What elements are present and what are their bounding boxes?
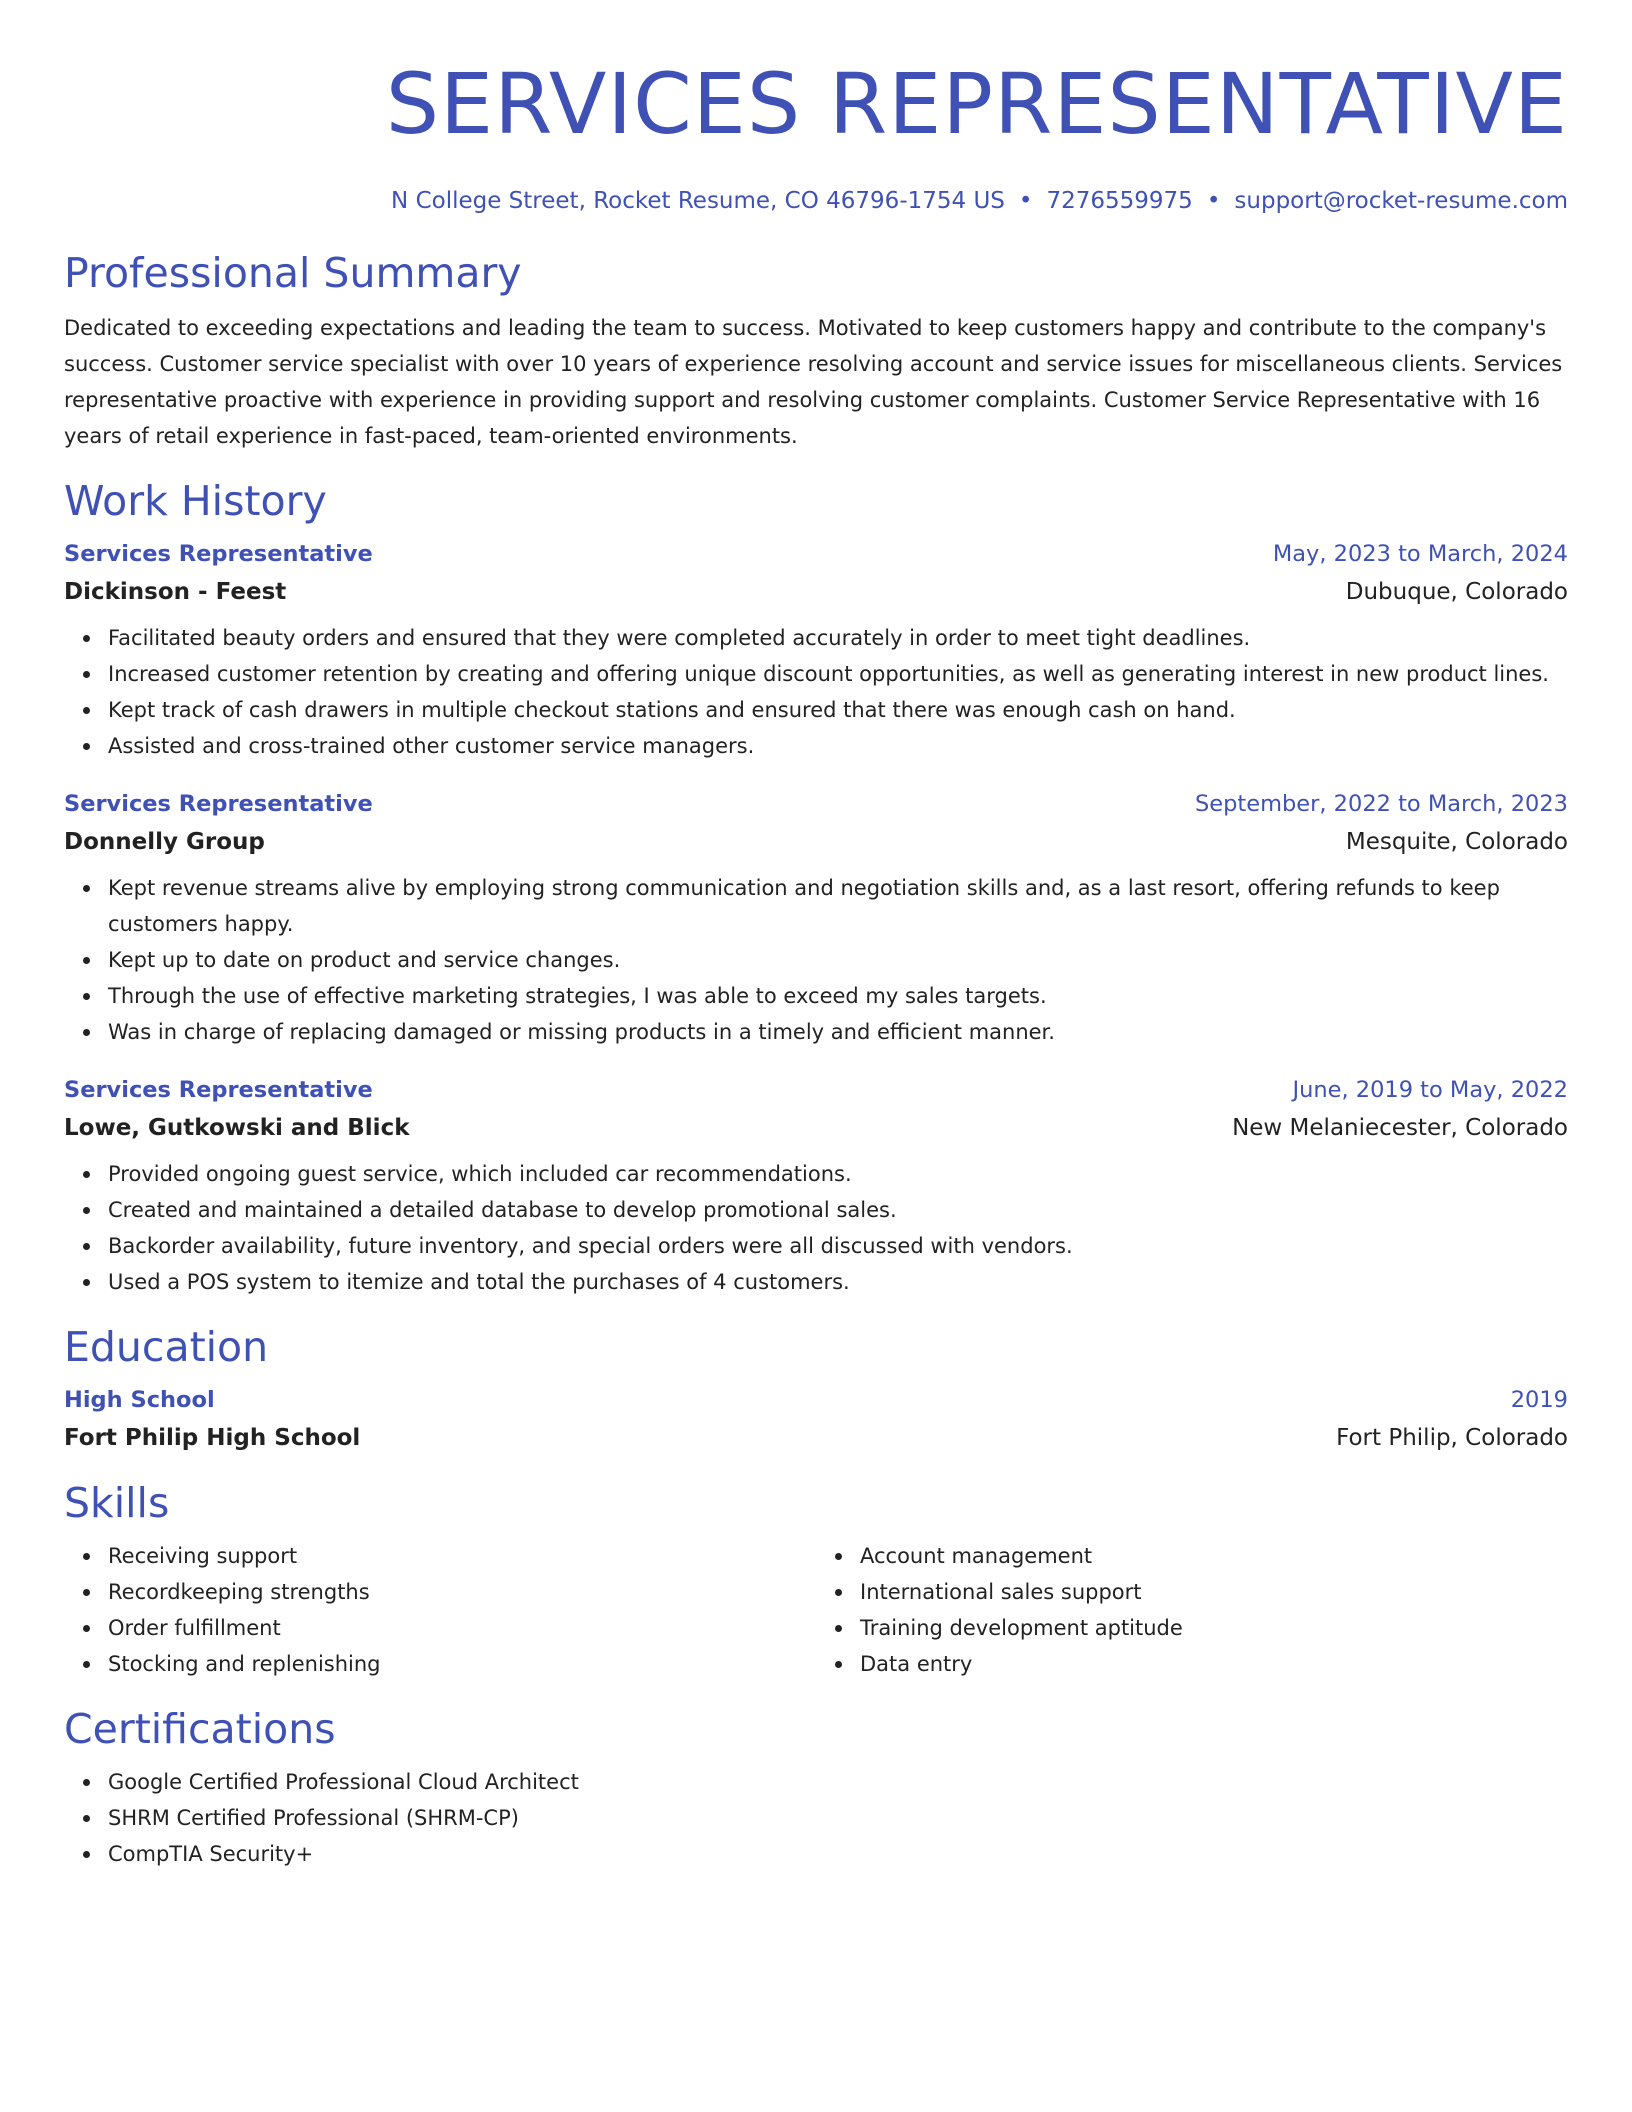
duty-item: Kept revenue streams alive by employing strong communication and negotiation skills and, as a last resort, offering refunds to keep customers happy.: [108, 870, 1568, 942]
job-dates: May, 2023 to March, 2024: [1272, 541, 1568, 567]
skill-item: Receiving support: [108, 1538, 816, 1574]
job-title: Services Representative: [64, 791, 373, 817]
job-duties: [64, 620, 1568, 764]
job-location: New Melaniecester, Colorado: [1232, 1115, 1568, 1141]
duty-item: Through the use of effective marketing strategies, I was able to exceed my sales targets.: [108, 978, 1568, 1014]
job-company: Dickinson - Feest: [64, 579, 287, 605]
duty-item: Used a POS system to itemize and total the purchases of 4 customers.: [108, 1264, 1568, 1300]
skill-item: Order fulfillment: [108, 1610, 816, 1646]
contact-email[interactable]: support@rocket-resume.com: [1234, 188, 1568, 214]
duty-item: Provided ongoing guest service, which included car recommendations.: [108, 1156, 1568, 1192]
education-entry: [64, 1382, 1568, 1456]
education-year: 2019: [1510, 1387, 1568, 1413]
job-duties: [64, 1156, 1568, 1300]
resume-title: SERVICES REPRESENTATIVE: [385, 55, 1568, 153]
duty-item: Was in charge of replacing damaged or missing products in a timely and efficient manner.: [108, 1014, 1568, 1050]
contact-separator: •: [1018, 188, 1033, 214]
job-entry: [64, 536, 1568, 764]
contact-phone: 7276559975: [1046, 188, 1193, 214]
job-location: Mesquite, Colorado: [1345, 829, 1568, 855]
summary-heading: Professional Summary: [64, 249, 522, 297]
skill-item: Account management: [860, 1538, 1568, 1574]
contact-separator: •: [1206, 188, 1221, 214]
skill-item: International sales support: [860, 1574, 1568, 1610]
education-location: Fort Philip, Colorado: [1336, 1425, 1568, 1451]
job-dates: September, 2022 to March, 2023: [1195, 791, 1568, 817]
certification-item: Google Certified Professional Cloud Architect: [108, 1764, 1568, 1800]
skill-item: Recordkeeping strengths: [108, 1574, 816, 1610]
duty-item: Created and maintained a detailed database to develop promotional sales.: [108, 1192, 1568, 1228]
summary-text: Dedicated to exceeding expectations and leading the team to success. Motivated to keep customers happy and contribute to the company's success. Customer service specialist with over 10 years of experience resolving account and service issues for miscellaneous clients. Services representative proactive with experience in providing support and resolving customer complaints. Customer Service Representative with 16 years of retail experience in fast-paced, team-oriented environments.: [64, 316, 1563, 448]
job-entry: [64, 786, 1568, 1050]
skills-list-right: [816, 1538, 1568, 1682]
job-title: Services Representative: [64, 541, 373, 567]
education-heading: Education: [64, 1323, 269, 1371]
skill-item: Training development aptitude: [860, 1610, 1568, 1646]
job-duties: [64, 870, 1568, 1050]
duty-item: Backorder availability, future inventory, and special orders were all discussed with vendors.: [108, 1228, 1568, 1264]
job-entry: [64, 1072, 1568, 1300]
job-company: Lowe, Gutkowski and Blick: [64, 1115, 410, 1141]
certification-item: SHRM Certified Professional (SHRM-CP): [108, 1800, 1568, 1836]
education-school: Fort Philip High School: [64, 1425, 361, 1451]
job-location: Dubuque, Colorado: [1345, 579, 1568, 605]
duty-item: Facilitated beauty orders and ensured that they were completed accurately in order to meet tight deadlines.: [108, 620, 1568, 656]
duty-item: Kept track of cash drawers in multiple checkout stations and ensured that there was enough cash on hand.: [108, 692, 1568, 728]
certifications-heading: Certifications: [64, 1705, 336, 1753]
job-company: Donnelly Group: [64, 829, 265, 855]
skill-item: Stocking and replenishing: [108, 1646, 816, 1682]
duty-item: Assisted and cross-trained other customer service managers.: [108, 728, 1568, 764]
skills-columns: [64, 1528, 1568, 1682]
certification-item: CompTIA Security+: [108, 1836, 1568, 1872]
skill-item: Data entry: [860, 1646, 1568, 1682]
skills-heading: Skills: [64, 1479, 170, 1527]
education-degree: High School: [64, 1387, 215, 1413]
duty-item: Kept up to date on product and service changes.: [108, 942, 1568, 978]
job-dates: June, 2019 to May, 2022: [1292, 1077, 1568, 1103]
job-title: Services Representative: [64, 1077, 373, 1103]
certifications-list: [64, 1764, 1568, 1872]
contact-address: N College Street, Rocket Resume, CO 46796-1754 US: [391, 188, 1005, 214]
contact-line: [64, 184, 1568, 218]
duty-item: Increased customer retention by creating and offering unique discount opportunities, as well as generating interest in new product lines.: [108, 656, 1568, 692]
work-history-heading: Work History: [64, 477, 327, 525]
skills-list-left: [64, 1538, 816, 1682]
